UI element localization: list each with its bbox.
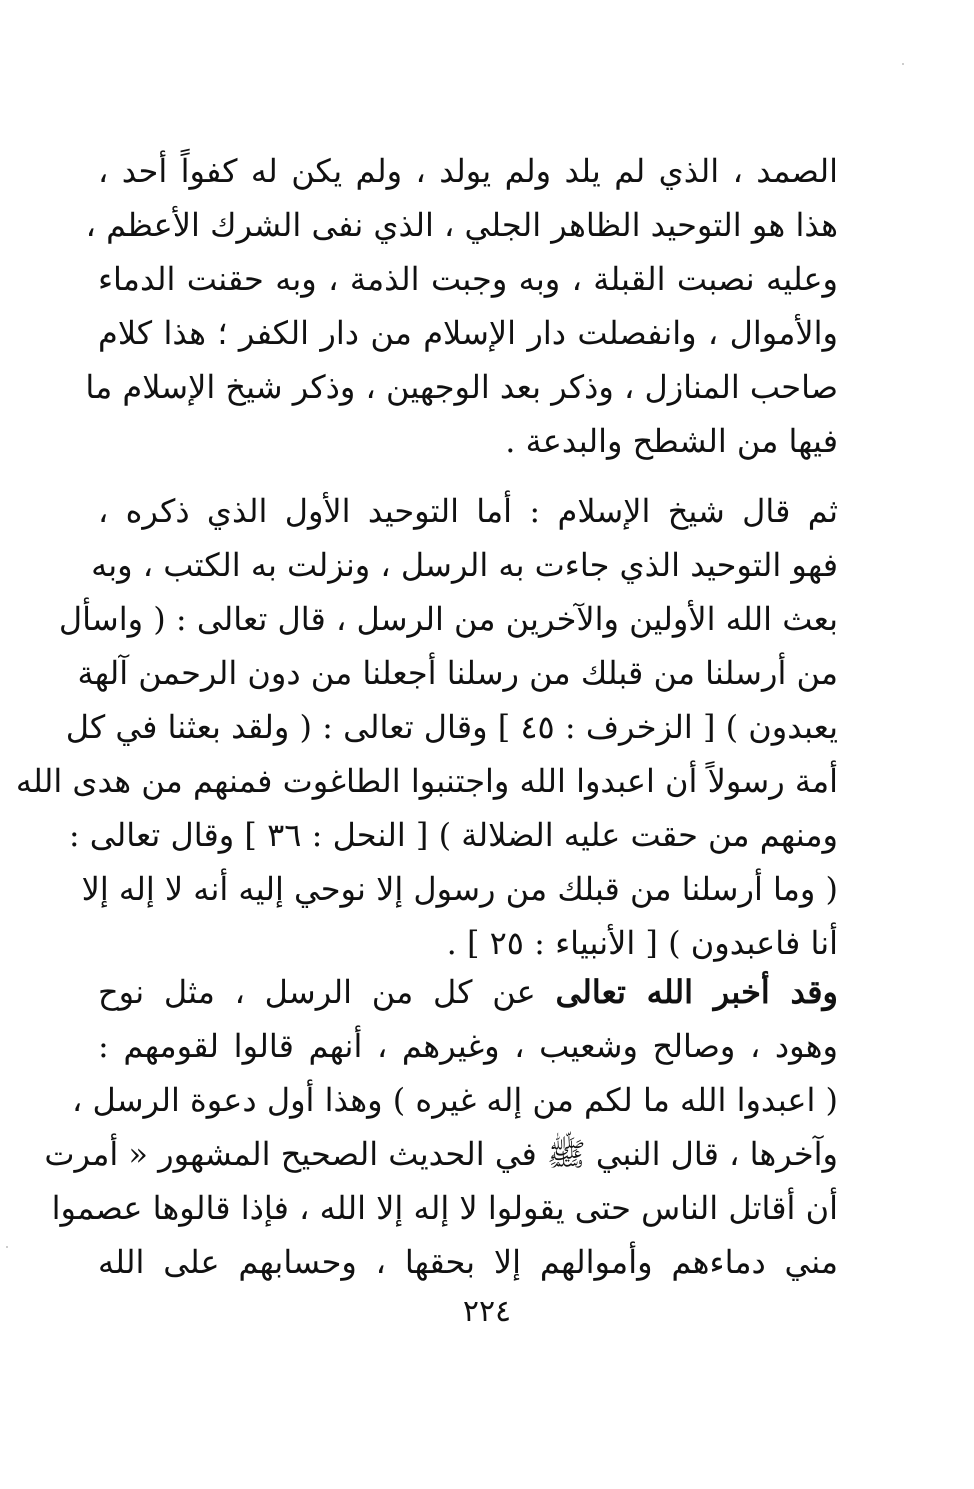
scan-speck (902, 63, 904, 65)
text-line-first (98, 965, 838, 1019)
text-line: فيها من الشطح والبدعة . (505, 422, 838, 460)
text-line: من أرسلنا من قبلك من رسلنا أجعلنا من دون الرحمن آلهة (77, 654, 838, 692)
text-line: الصمد ، الذي لم يلد ولم يولد ، ولم يكن له كفواً أحد ، (98, 152, 838, 190)
text-line: والأموال ، وانفصلت دار الإسلام من دار الكفر ؛ هذا كلام (98, 314, 839, 352)
text-line: وهود ، وصالح وشعيب ، وغيرهم ، أنهم قالوا لقومهم : (98, 1027, 838, 1065)
text-line: يعبدون ) [ الزخرف : ٤٥ ] وقال تعالى : ( ولقد بعثنا في كل (65, 708, 838, 746)
text-line: وآخرها ، قال النبي ﷺ في الحديث الصحيح المشهور « أمرت (44, 1135, 838, 1173)
text-line: ثم قال شيخ الإسلام : أما التوحيد الأول الذي ذكره ، (98, 492, 839, 530)
text-line: بعث الله الأولين والآخرين من الرسل ، قال تعالى : ( واسأل (58, 600, 838, 638)
text-line: مني دماءهم وأموالهم إلا بحقها ، وحسابهم على الله (98, 1243, 838, 1281)
page-number: ٢٢٤ (462, 1294, 512, 1329)
text-line: ( وما أرسلنا من قبلك من رسول إلا نوحي إليه أنه لا إله إلا (81, 870, 838, 908)
text-line: أمة رسولاً أن اعبدوا الله واجتنبوا الطاغوت فمنهم من هدى الله (15, 762, 838, 800)
lead-line-rest: عن كل من الرسل ، مثل نوح (98, 973, 556, 1011)
text-line: أنا فاعبدون ) [ الأنبياء : ٢٥ ] . (446, 924, 838, 962)
text-line: فهو التوحيد الذي جاءت به الرسل ، ونزلت به الكتب ، وبه (91, 546, 838, 584)
text-line: وعليه نصبت القبلة ، وبه وجبت الذمة ، وبه حقنت الدماء (98, 260, 838, 298)
text-line: ومنهم من حقت عليه الضلالة ) [ النحل : ٣٦ ] وقال تعالى : (68, 816, 838, 854)
scan-speck (6, 1246, 8, 1248)
text-line: هذا هو التوحيد الظاهر الجلي ، الذي نفى الشرك الأعظم ، (85, 206, 838, 244)
paragraph-1 (85, 144, 839, 468)
paragraph-3 (44, 965, 839, 1289)
text-line: أن أقاتل الناس حتى يقولوا لا إله إلا الله ، فإذا قالوها عصموا (51, 1189, 838, 1227)
bold-lead-text: وقد أخبر الله تعالى (555, 973, 839, 1011)
paragraph-2 (15, 484, 839, 970)
text-line: ( اعبدوا الله ما لكم من إله غيره ) وهذا أول دعوة الرسل ، (71, 1081, 838, 1119)
text-line: صاحب المنازل ، وذكر بعد الوجهين ، وذكر شيخ الإسلام ما (85, 368, 838, 406)
